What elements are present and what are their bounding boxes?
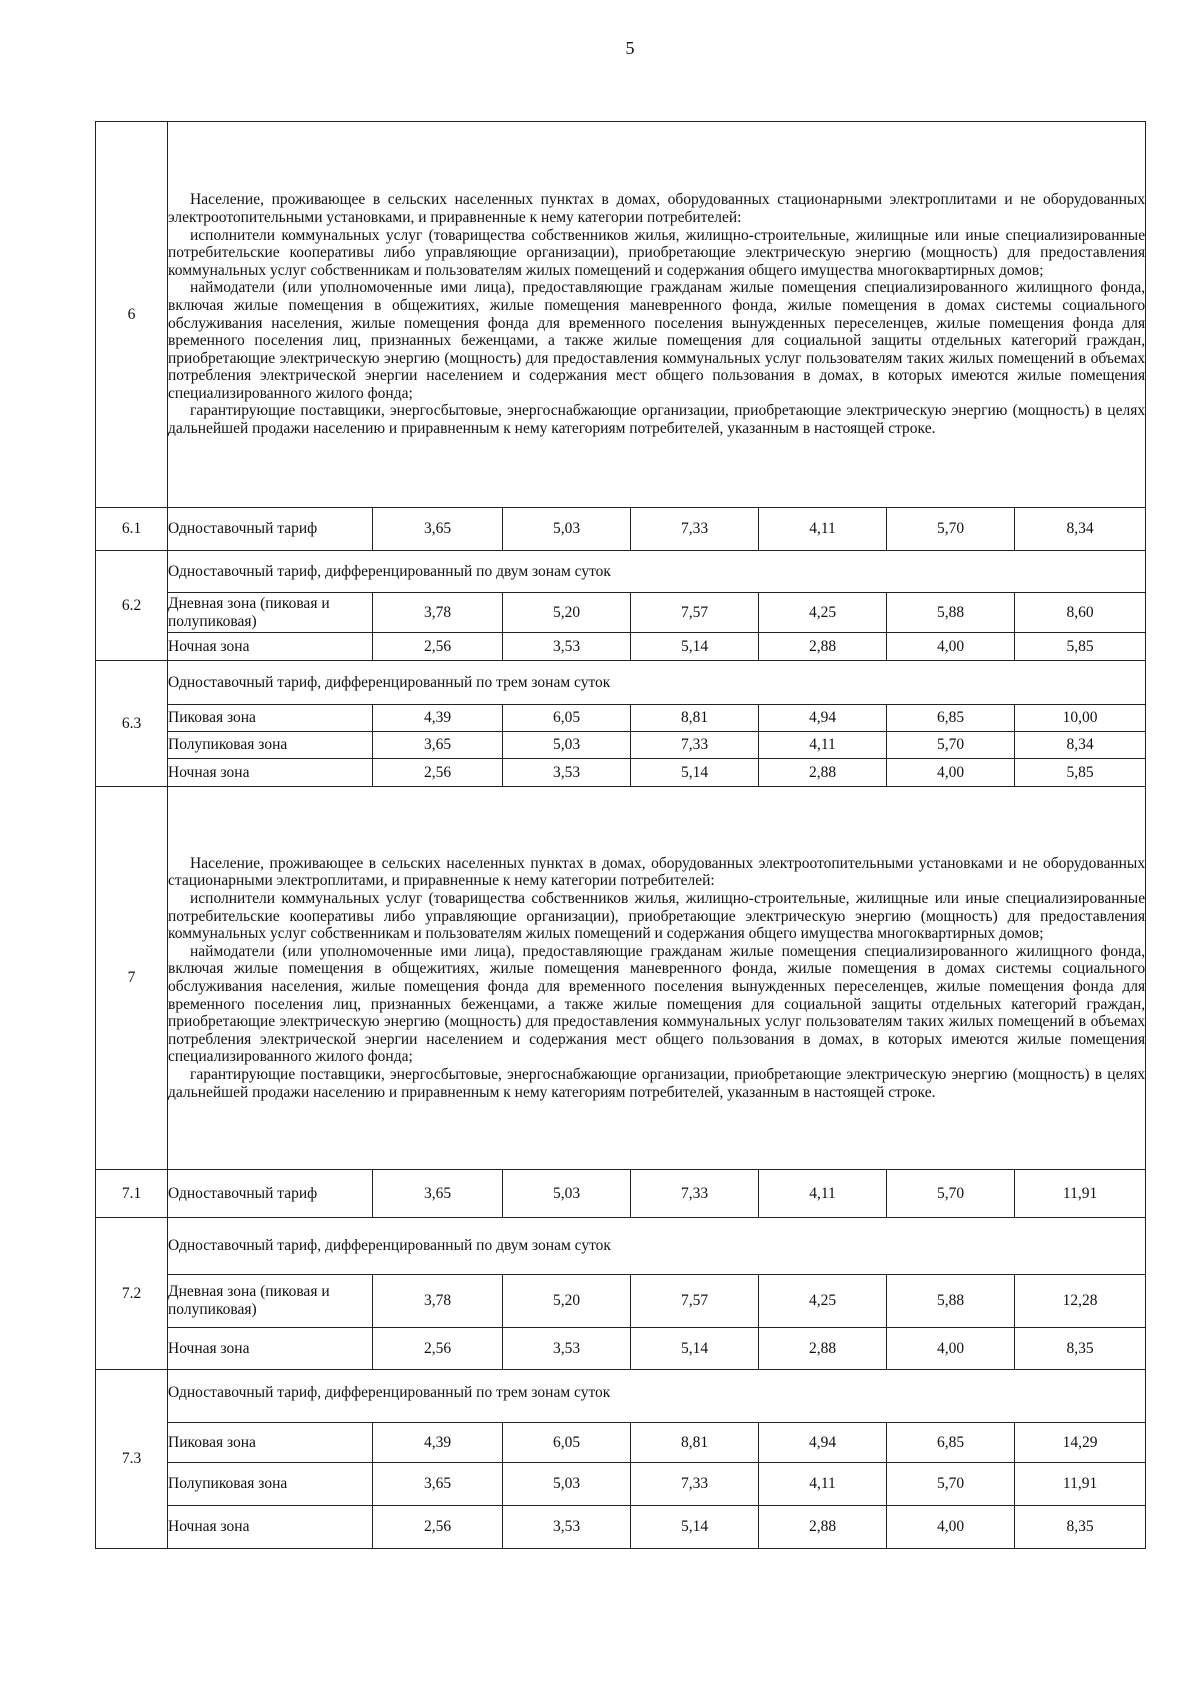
tariff-value: 11,91 <box>1015 1170 1146 1218</box>
tariff-value: 3,65 <box>373 732 503 759</box>
tariff-value: 8,35 <box>1015 1506 1146 1549</box>
tariff-value: 5,03 <box>503 1463 631 1506</box>
tariff-value: 2,88 <box>759 1506 887 1549</box>
tariff-value: 3,53 <box>503 1328 631 1370</box>
zone-heading: Одноставочный тариф, дифференцированный по двум зонам суток <box>168 551 1146 593</box>
row-number: 7.2 <box>96 1218 168 1370</box>
zone-heading: Одноставочный тариф, дифференцированный по трем зонам суток <box>168 661 1146 705</box>
description-paragraph: исполнители коммунальных услуг (товарищества собственников жилья, жилищно-строительные, жилищные или иные специализированные потребительские кооперативы либо управляющие организации), приобретающие электрическую энергию (мощность) для предоставления коммунальных услуг собственникам и пользователям жилых помещений и содержания общего имущества многоквартирных домов; <box>168 890 1146 943</box>
tariff-value: 5,70 <box>887 732 1015 759</box>
tariff-value: 5,85 <box>1015 633 1146 661</box>
table-row <box>96 593 1146 633</box>
tariff-value: 5,03 <box>503 732 631 759</box>
tariff-value: 4,94 <box>759 1423 887 1463</box>
tariff-label: Дневная зона (пиковая и полупиковая) <box>168 593 373 633</box>
tariff-value: 4,11 <box>759 732 887 759</box>
section-description <box>168 122 1146 508</box>
tariff-value: 5,03 <box>503 1170 631 1218</box>
tariff-label: Полупиковая зона <box>168 732 373 759</box>
row-number: 6.1 <box>96 508 168 551</box>
description-paragraph: наймодатели (или уполномоченные ими лица), предоставляющие гражданам жилые помещения специализированного жилищного фонда, включая жилые помещения в общежитиях, жилые помещения маневренного фонда, жилые помещения в домах системы социального обслуживания населения, жилые помещения фонда для временного поселения вынужденных переселенцев, жилые помещения фонда для временного поселения лиц, признанных беженцами, а также жилые помещения для социальной защиты отдельных категорий граждан, приобретающие электрическую энергию (мощность) для предоставления коммунальных услуг пользователям таких жилых помещений в объемах потребления электрической энергии населением и содержания мест общего пользования в домах, в которых имеются жилые помещения специализированного жилого фонда; <box>168 279 1146 402</box>
description-paragraph: наймодатели (или уполномоченные ими лица), предоставляющие гражданам жилые помещения специализированного жилищного фонда, включая жилые помещения в общежитиях, жилые помещения маневренного фонда, жилые помещения в домах системы социального обслуживания населения, жилые помещения фонда для временного поселения вынужденных переселенцев, жилые помещения фонда для временного поселения лиц, признанных беженцами, а также жилые помещения для социальной защиты отдельных категорий граждан, приобретающие электрическую энергию (мощность) для предоставления коммунальных услуг пользователям таких жилых помещений в объемах потребления электрической энергии населением и содержания мест общего пользования в домах, в которых имеются жилые помещения специализированного жилого фонда; <box>168 942 1146 1066</box>
tariff-value: 4,11 <box>759 1170 887 1218</box>
tariff-value: 4,00 <box>887 1328 1015 1370</box>
tariff-value: 3,53 <box>503 1506 631 1549</box>
table-row <box>96 1463 1146 1506</box>
tariff-table <box>95 121 1146 1549</box>
table-row <box>96 759 1146 787</box>
tariff-label: Полупиковая зона <box>168 1463 373 1506</box>
tariff-value: 3,65 <box>373 508 503 551</box>
row-number: 6 <box>96 122 168 508</box>
tariff-value: 5,88 <box>887 593 1015 633</box>
tariff-label: Одноставочный тариф <box>168 1170 373 1218</box>
table-row <box>96 633 1146 661</box>
tariff-value: 4,11 <box>759 508 887 551</box>
tariff-label: Дневная зона (пиковая и полупиковая) <box>168 1275 373 1328</box>
tariff-value: 10,00 <box>1015 705 1146 732</box>
table-row <box>96 551 1146 593</box>
tariff-value: 3,78 <box>373 593 503 633</box>
tariff-value: 2,88 <box>759 759 887 787</box>
tariff-value: 7,33 <box>631 1170 759 1218</box>
tariff-value: 2,88 <box>759 633 887 661</box>
tariff-value: 5,70 <box>887 508 1015 551</box>
tariff-value: 4,39 <box>373 705 503 732</box>
tariff-value: 3,53 <box>503 633 631 661</box>
tariff-value: 4,94 <box>759 705 887 732</box>
table-row <box>96 1506 1146 1549</box>
tariff-label: Одноставочный тариф <box>168 508 373 551</box>
tariff-value: 7,33 <box>631 732 759 759</box>
tariff-value: 4,25 <box>759 593 887 633</box>
tariff-value: 5,70 <box>887 1463 1015 1506</box>
tariff-label: Пиковая зона <box>168 1423 373 1463</box>
tariff-value: 8,81 <box>631 705 759 732</box>
tariff-value: 5,14 <box>631 1328 759 1370</box>
tariff-value: 5,03 <box>503 508 631 551</box>
tariff-value: 4,00 <box>887 633 1015 661</box>
tariff-value: 6,05 <box>503 705 631 732</box>
row-number: 6.2 <box>96 551 168 661</box>
tariff-value: 3,53 <box>503 759 631 787</box>
tariff-value: 7,33 <box>631 508 759 551</box>
tariff-label: Пиковая зона <box>168 705 373 732</box>
tariff-value: 4,00 <box>887 1506 1015 1549</box>
table-row <box>96 1218 1146 1275</box>
description-paragraph: Население, проживающее в сельских населенных пунктах в домах, оборудованных электроотопительными установками и не оборудованных стационарными электроплитами, и приравненные к нему категории потребителей: <box>168 854 1146 890</box>
tariff-value: 2,56 <box>373 759 503 787</box>
row-number: 6.3 <box>96 661 168 787</box>
tariff-value: 4,39 <box>373 1423 503 1463</box>
tariff-label: Ночная зона <box>168 633 373 661</box>
tariff-value: 5,20 <box>503 1275 631 1328</box>
table-row <box>96 1423 1146 1463</box>
tariff-label: Ночная зона <box>168 1506 373 1549</box>
table-row <box>96 1170 1146 1218</box>
tariff-value: 5,14 <box>631 1506 759 1549</box>
tariff-value: 8,34 <box>1015 732 1146 759</box>
tariff-value: 2,56 <box>373 1328 503 1370</box>
tariff-value: 7,57 <box>631 1275 759 1328</box>
zone-heading: Одноставочный тариф, дифференцированный по двум зонам суток <box>168 1218 1146 1275</box>
tariff-value: 11,91 <box>1015 1463 1146 1506</box>
tariff-value: 3,78 <box>373 1275 503 1328</box>
tariff-value: 12,28 <box>1015 1275 1146 1328</box>
row-number: 7 <box>96 787 168 1170</box>
tariff-value: 3,65 <box>373 1463 503 1506</box>
section-6-description-row <box>96 122 1146 508</box>
tariff-value: 4,11 <box>759 1463 887 1506</box>
tariff-value: 8,34 <box>1015 508 1146 551</box>
tariff-value: 6,85 <box>887 1423 1015 1463</box>
tariff-value: 4,00 <box>887 759 1015 787</box>
tariff-value: 3,65 <box>373 1170 503 1218</box>
description-paragraph: гарантирующие поставщики, энергосбытовые, энергоснабжающие организации, приобретающие электрическую энергию (мощность) в целях дальнейшей продажи населению и приравненным к нему категориям потребителей, указанным в настоящей строке. <box>168 1065 1146 1101</box>
tariff-value: 8,60 <box>1015 593 1146 633</box>
tariff-value: 8,35 <box>1015 1328 1146 1370</box>
tariff-value: 7,33 <box>631 1463 759 1506</box>
tariff-value: 14,29 <box>1015 1423 1146 1463</box>
tariff-value: 4,25 <box>759 1275 887 1328</box>
row-number: 7.3 <box>96 1370 168 1549</box>
page-number: 5 <box>625 38 635 58</box>
tariff-value: 8,81 <box>631 1423 759 1463</box>
tariff-value: 7,57 <box>631 593 759 633</box>
tariff-value: 5,20 <box>503 593 631 633</box>
table-row <box>96 732 1146 759</box>
zone-heading: Одноставочный тариф, дифференцированный по трем зонам суток <box>168 1370 1146 1423</box>
table-row <box>96 1370 1146 1423</box>
table-row <box>96 508 1146 551</box>
tariff-value: 5,14 <box>631 759 759 787</box>
tariff-value: 2,88 <box>759 1328 887 1370</box>
table-row <box>96 705 1146 732</box>
tariff-label: Ночная зона <box>168 1328 373 1370</box>
tariff-value: 5,70 <box>887 1170 1015 1218</box>
tariff-value: 6,85 <box>887 705 1015 732</box>
row-number: 7.1 <box>96 1170 168 1218</box>
tariff-value: 6,05 <box>503 1423 631 1463</box>
description-paragraph: Население, проживающее в сельских населенных пунктах в домах, оборудованных стационарными электроплитами и не оборудованных электроотопительными установками, и приравненные к нему категории потребителей: <box>168 191 1146 226</box>
description-paragraph: исполнители коммунальных услуг (товарищества собственников жилья, жилищно-строительные, жилищные или иные специализированные потребительские кооперативы либо управляющие организации), приобретающие электрическую энергию (мощность) для предоставления коммунальных услуг собственникам и пользователям жилых помещений и содержания общего имущества многоквартирных домов; <box>168 226 1146 279</box>
tariff-value: 2,56 <box>373 1506 503 1549</box>
section-description <box>168 787 1146 1170</box>
tariff-value: 5,85 <box>1015 759 1146 787</box>
tariff-value: 5,88 <box>887 1275 1015 1328</box>
tariff-label: Ночная зона <box>168 759 373 787</box>
description-paragraph: гарантирующие поставщики, энергосбытовые, энергоснабжающие организации, приобретающие электрическую энергию (мощность) в целях дальнейшей продажи населению и приравненным к нему категориям потребителей, указанным в настоящей строке. <box>168 402 1146 438</box>
table-row <box>96 1275 1146 1328</box>
tariff-value: 2,56 <box>373 633 503 661</box>
table-row <box>96 1328 1146 1370</box>
tariff-value: 5,14 <box>631 633 759 661</box>
table-row <box>96 661 1146 705</box>
section-7-description-row <box>96 787 1146 1170</box>
